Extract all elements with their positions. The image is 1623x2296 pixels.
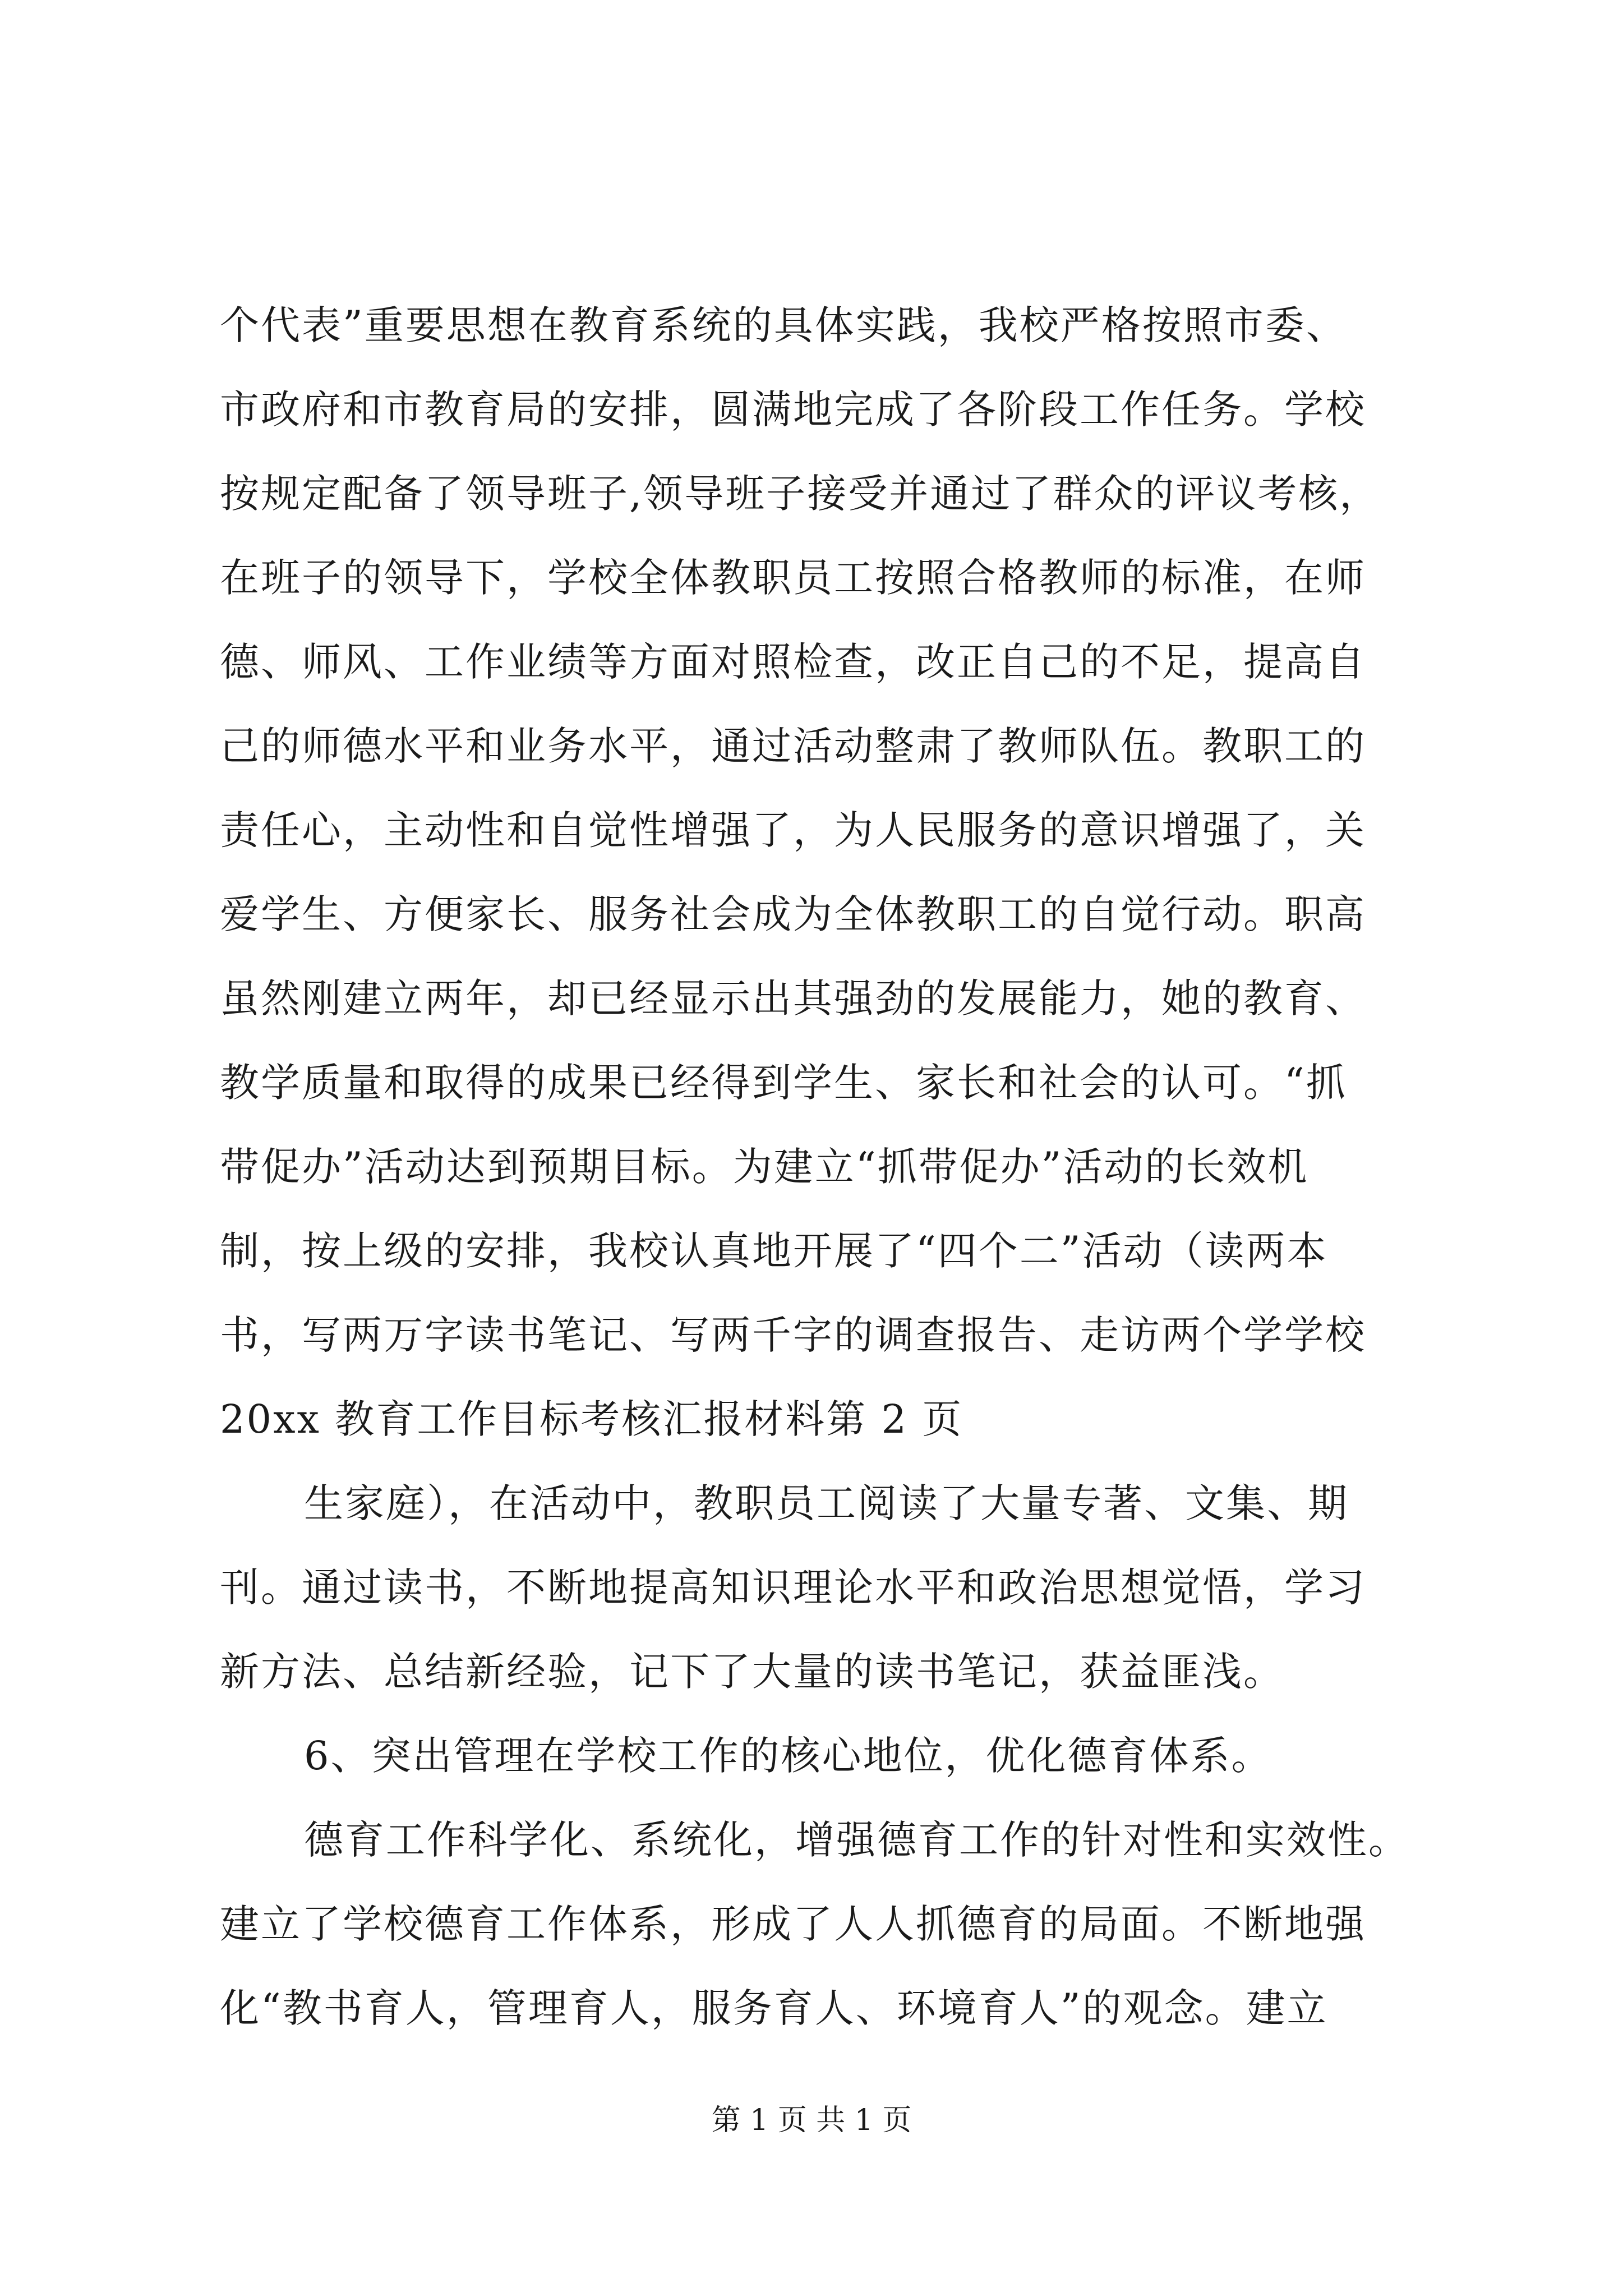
body-text <box>220 283 1498 2050</box>
text-line: 书，写两万字读书笔记、写两千字的调查报告、走访两个学学校 <box>220 1312 1366 1358</box>
text-line: 个代表”重要思想在教育系统的具体实践，我校严格按照市委、 <box>220 302 1347 348</box>
text-line: 刊。通过读书，不断地提高知识理论水平和政治思想觉悟，学习 <box>220 1565 1366 1611</box>
text-line: 爱学生、方便家长、服务社会成为全体教职工的自觉行动。职高 <box>220 891 1366 937</box>
text-line: 制，按上级的安排，我校认真地开展了“四个二”活动（读两本 <box>220 1228 1328 1274</box>
text-line: 虽然刚建立两年，却已经显示出其强劲的发展能力，她的教育、 <box>220 976 1366 1022</box>
text-line: 生家庭），在活动中，教职员工阅读了大量专著、文集、期 <box>304 1480 1349 1526</box>
text-line: 带促办”活动达到预期目标。为建立“抓带促办”活动的长效机 <box>220 1144 1309 1190</box>
text-line: 6、突出管理在学校工作的核心地位，优化德育体系。 <box>304 1733 1272 1779</box>
text-line: 新方法、总结新经验，记下了大量的读书笔记，获益匪浅。 <box>220 1649 1284 1695</box>
text-line: 建立了学校德育工作体系，形成了人人抓德育的局面。不断地强 <box>220 1901 1366 1947</box>
text-line: 20xx 教育工作目标考核汇报材料第 2 页 <box>220 1396 963 1442</box>
text-line: 德育工作科学化、系统化，增强德育工作的针对性和实效性。 <box>304 1817 1409 1863</box>
page-footer: 第 1 页 共 1 页 <box>711 2104 912 2137</box>
text-line: 责任心，主动性和自觉性增强了，为人民服务的意识增强了，关 <box>220 807 1366 853</box>
text-line: 教学质量和取得的成果已经得到学生、家长和社会的认可。“抓 <box>220 1060 1347 1106</box>
text-line: 己的师德水平和业务水平，通过活动整肃了教师队伍。教职工的 <box>220 723 1366 769</box>
text-line: 德、师风、工作业绩等方面对照检查，改正自己的不足，提高自 <box>220 639 1366 685</box>
text-line: 在班子的领导下，学校全体教职员工按照合格教师的标准，在师 <box>220 555 1366 601</box>
text-line: 按规定配备了领导班子,领导班子接受并通过了群众的评议考核， <box>220 471 1381 517</box>
text-line: 化“教书育人，管理育人，服务育人、环境育人”的观念。建立 <box>220 1985 1328 2031</box>
text-line: 市政府和市教育局的安排，圆满地完成了各阶段工作任务。学校 <box>220 386 1366 432</box>
